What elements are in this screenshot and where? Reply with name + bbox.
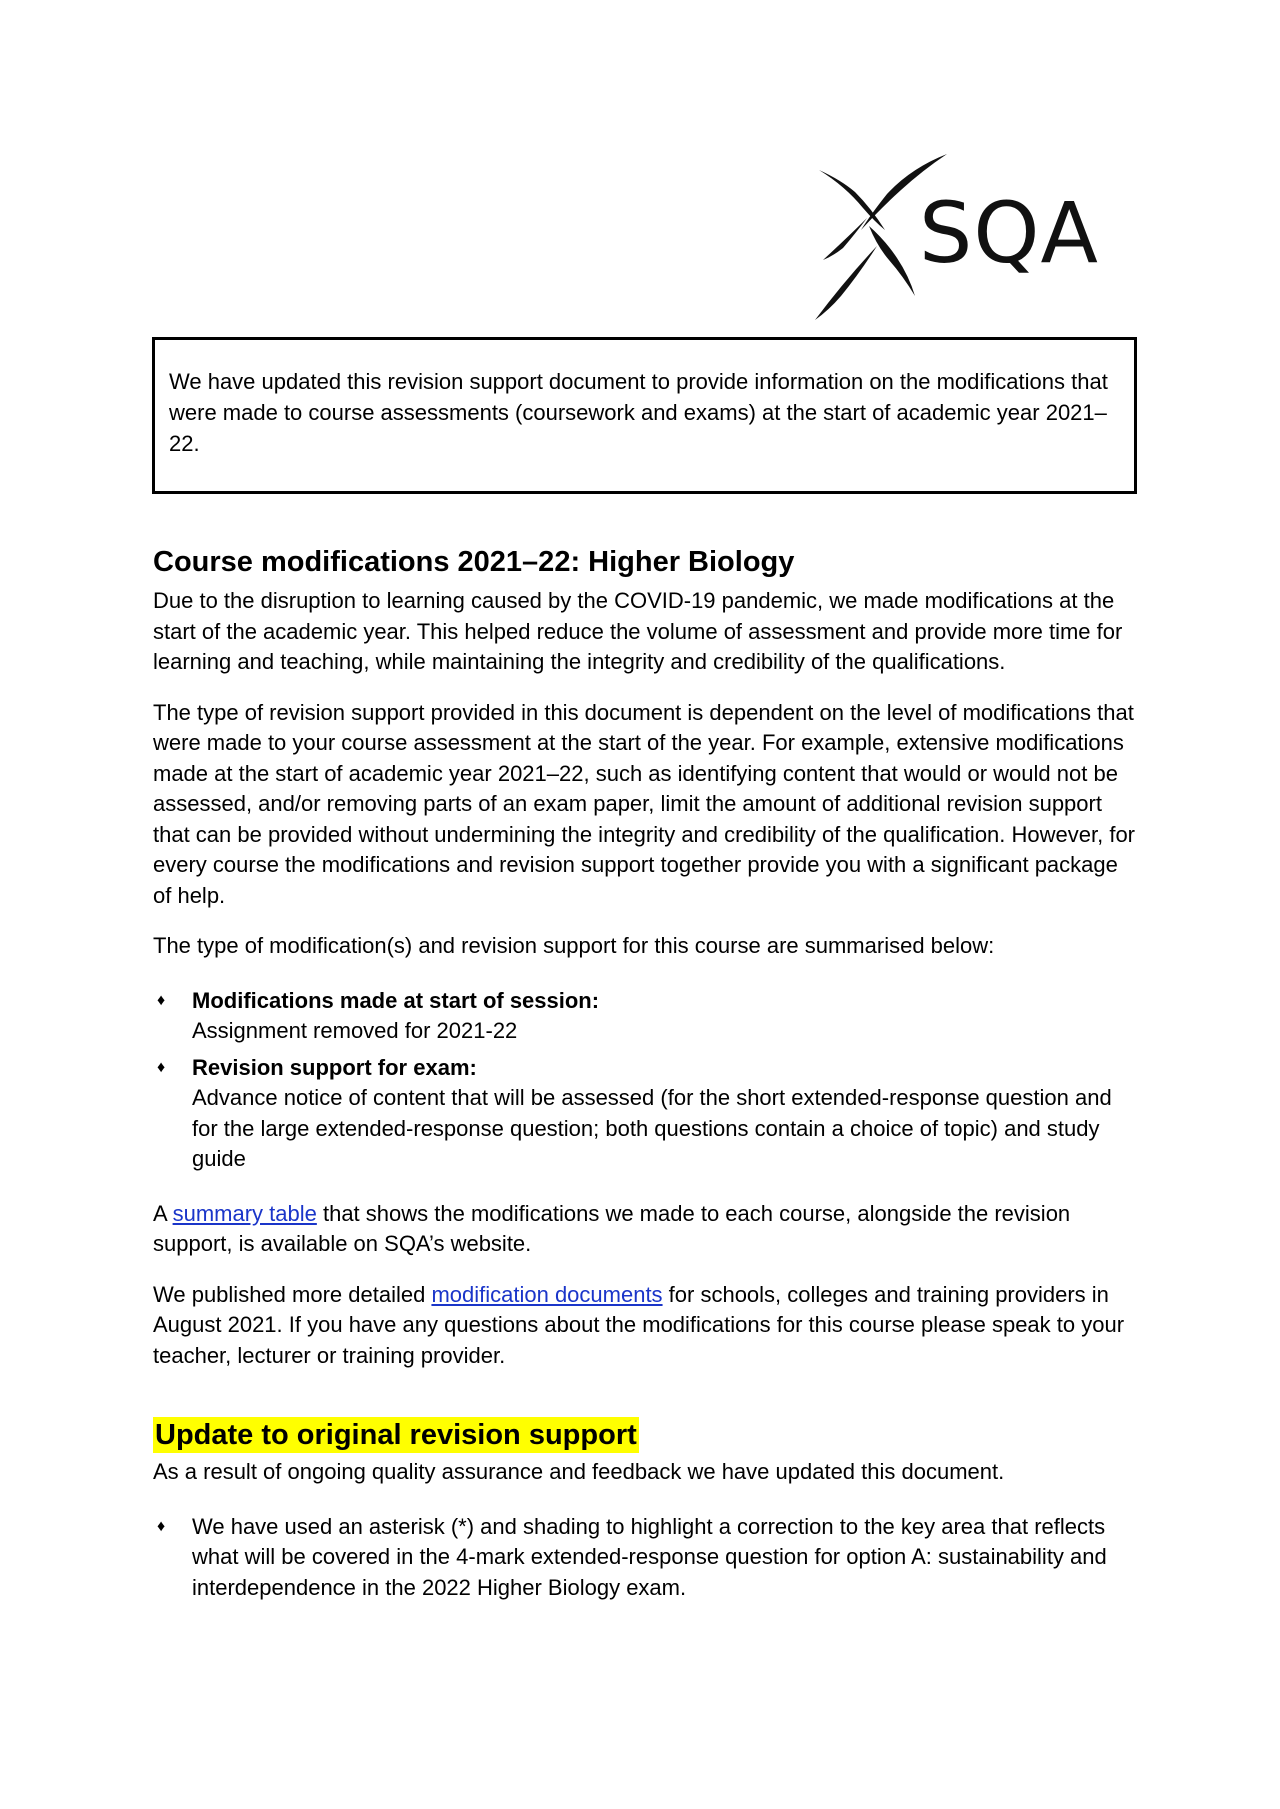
highlighted-heading-text: Update to original revision support xyxy=(155,1419,637,1451)
main-content xyxy=(153,540,1138,1609)
modifications-list xyxy=(153,986,1138,1175)
sqa-logo-text: SQA xyxy=(919,184,1099,282)
list-item-body: Advance notice of content that will be assessed (for the short extended-response question and for the large extended-response question; both questions contain a choice of topic) and study guide xyxy=(192,1085,1112,1171)
update-intro-paragraph: As a result of ongoing quality assurance and feedback we have updated this document. xyxy=(153,1459,1005,1484)
list-item-title: Modifications made at start of session: xyxy=(192,987,600,1013)
diamond-bullet-icon: ♦ xyxy=(157,991,166,1009)
summary-intro-paragraph: The type of modification(s) and revision support for this course are summarised below: xyxy=(153,933,995,958)
diamond-bullet-icon: ♦ xyxy=(157,1517,166,1535)
course-modifications-heading: Course modifications 2021–22: Higher Biology xyxy=(153,546,795,578)
diamond-bullet-icon: ♦ xyxy=(157,1058,166,1076)
update-section xyxy=(153,1413,1138,1603)
modification-documents-paragraph: We published more detailed modification documents for schools, colleges and training providers in August 2021. If you have any questions about the modifications for this course please speak to your teacher, lecturer or training provider. xyxy=(153,1281,1125,1368)
list-item xyxy=(153,1512,1138,1604)
update-list xyxy=(153,1512,1138,1604)
update-heading xyxy=(153,1413,1138,1457)
list-item xyxy=(153,986,1138,1047)
summary-table-paragraph: A summary table that shows the modifications we made to each course, alongside the revision support, is available on SQA’s website. xyxy=(153,1200,1071,1256)
list-item-body: We have used an asterisk (*) and shading to highlight a correction to the key area that reflects what will be covered in the 4-mark extended-response question for option A: sustainability and interdependence in the 2022 Higher Biology exam. xyxy=(192,1513,1107,1600)
list-item-title: Revision support for exam: xyxy=(192,1054,477,1080)
sqa-logo xyxy=(815,150,1135,320)
update-notice-box xyxy=(152,337,1137,494)
modification-documents-link[interactable]: modification documents xyxy=(431,1281,663,1307)
disruption-paragraph: Due to the disruption to learning caused by the COVID-19 pandemic, we made modifications at the start of the academic year. This helped reduce the volume of assessment and provide more time for learning and teaching, while maintaining the integrity and credibility of the qualifications. xyxy=(153,588,1123,674)
revision-support-paragraph: The type of revision support provided in this document is dependent on the level of modifications that were made to your course assessment at the start of the year. For example, extensive modifications made at the start of academic year 2021–22, such as identifying content that would or would not be assessed, and/or removing parts of an exam paper, limit the amount of additional revision support that can be provided without undermining the integrity and credibility of the qualification. However, for every course the modifications and revision support together provide you with a significant package of help. xyxy=(153,699,1136,908)
summary-table-link[interactable]: summary table xyxy=(172,1200,317,1226)
list-item-body: Assignment removed for 2021-22 xyxy=(192,1018,518,1043)
list-item xyxy=(153,1053,1138,1175)
update-notice-text: We have updated this revision support document to provide information on the modifications that were made to course assessments (coursework and exams) at the start of academic year 2021–22. xyxy=(169,369,1108,456)
